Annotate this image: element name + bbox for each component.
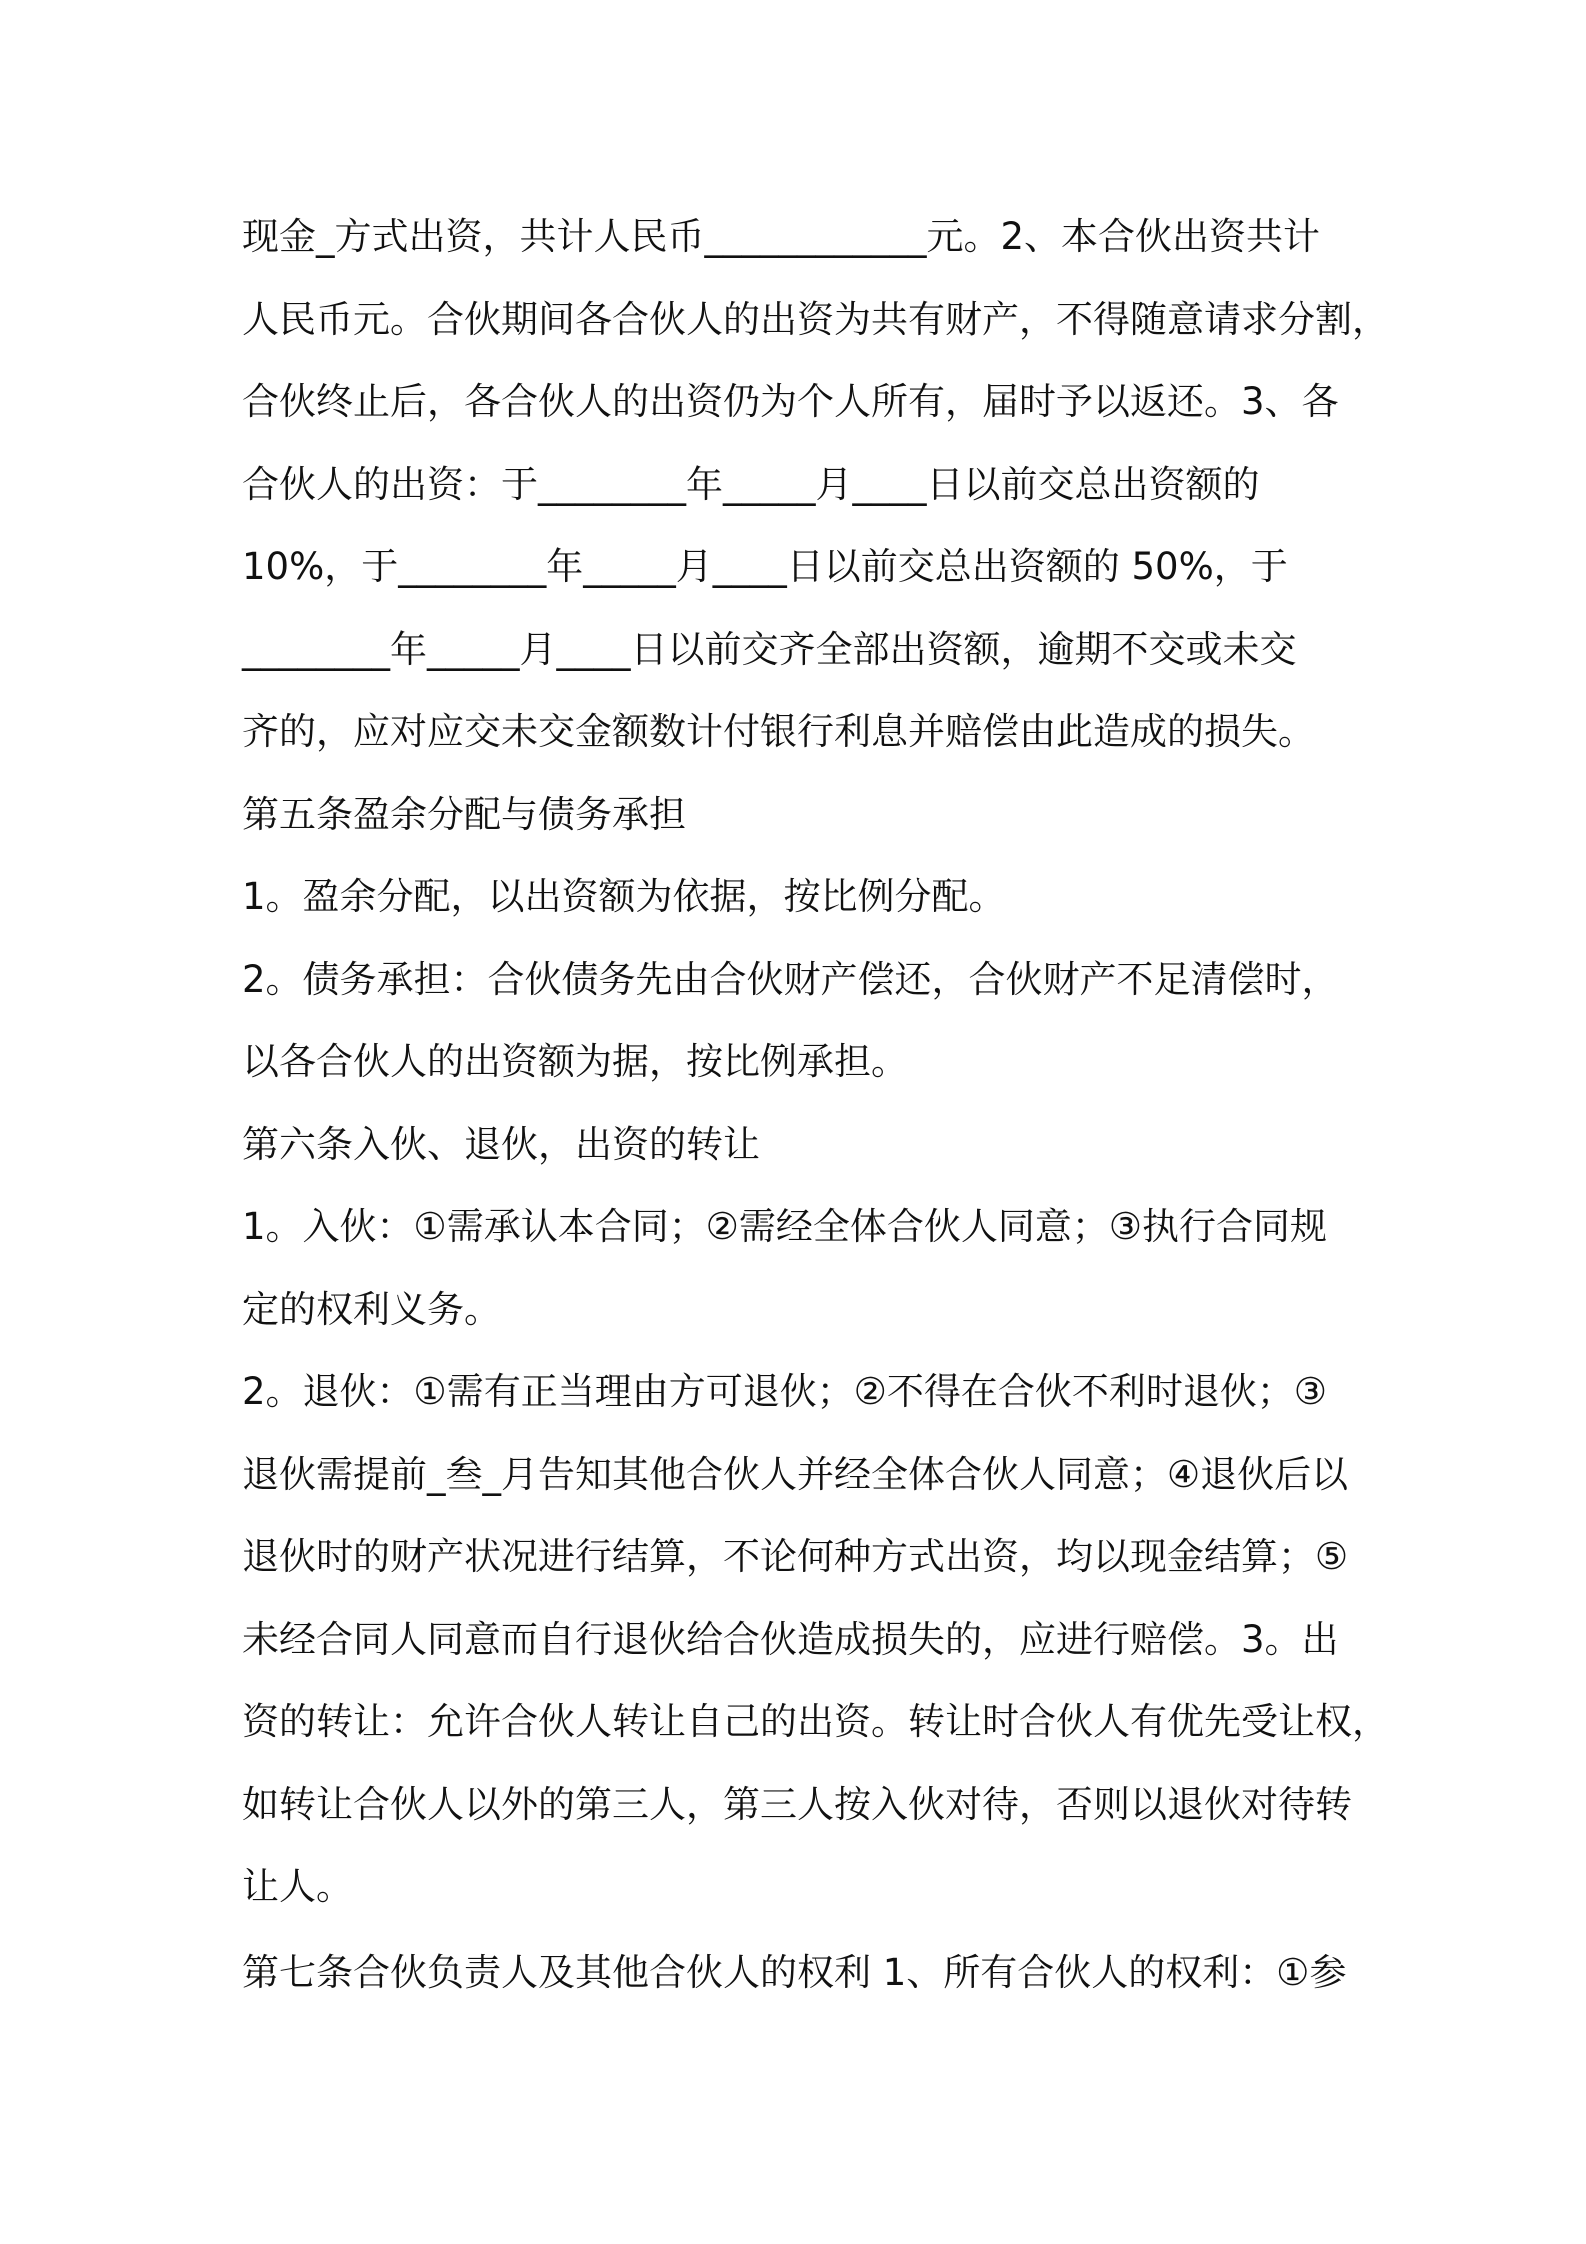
section-heading: 第七条合伙负责人及其他合伙人的权利 1、所有合伙人的权利：①参 [242,1951,1347,1994]
text-line: 让人。 [242,1865,353,1908]
text-line: ________年_____月____日以前交齐全部出资额，逾期不交或未交 [242,627,1297,671]
text-line: 资的转让：允许合伙人转让自己的出资。转让时合伙人有优先受让权， [242,1700,1389,1743]
section-heading: 第五条盈余分配与债务承担 [242,792,686,836]
text-line: 人民币元。合伙期间各合伙人的出资为共有财产，不得随意请求分割， [242,297,1389,341]
text-line: 2。退伙：①需有正当理由方可退伙；②不得在合伙不利时退伙；③ [242,1370,1328,1413]
text-line: 如转让合伙人以外的第三人，第三人按入伙对待，否则以退伙对待转 [242,1782,1352,1826]
text-line: 退伙时的财产状况进行结算，不论何种方式出资，均以现金结算；⑤ [242,1535,1349,1578]
section-heading: 第六条入伙、退伙，出资的转让 [242,1122,760,1166]
text-line: 现金_方式出资，共计人民币____________元。2、本合伙出资共计 [242,215,1321,258]
text-line: 齐的，应对应交未交金额数计付银行利息并赔偿由此造成的损失。 [242,710,1315,753]
document-body [242,196,1389,2015]
text-line: 定的权利义务。 [242,1287,501,1331]
text-line: 以各合伙人的出资额为据，按比例承担。 [242,1040,908,1083]
text-line: 1。入伙：①需承认本合同；②需经全体合伙人同意；③执行合同规 [242,1205,1328,1248]
text-line: 2。债务承担：合伙债务先由合伙财产偿还，合伙财产不足清偿时， [242,957,1339,1001]
text-line: 合伙终止后，各合伙人的出资仍为个人所有，届时予以返还。3、各 [242,380,1339,423]
text-line: 退伙需提前_叁_月告知其他合伙人并经全体合伙人同意；④退伙后以 [242,1452,1349,1496]
text-line: 1。盈余分配，以出资额为依据，按比例分配。 [242,875,1006,918]
text-line: 合伙人的出资：于________年_____月____日以前交总出资额的 [242,462,1260,506]
text-line: 未经合同人同意而自行退伙给合伙造成损失的，应进行赔偿。3。出 [242,1617,1339,1661]
text-line: 10%，于________年_____月____日以前交总出资额的 50%，于 [242,545,1288,588]
